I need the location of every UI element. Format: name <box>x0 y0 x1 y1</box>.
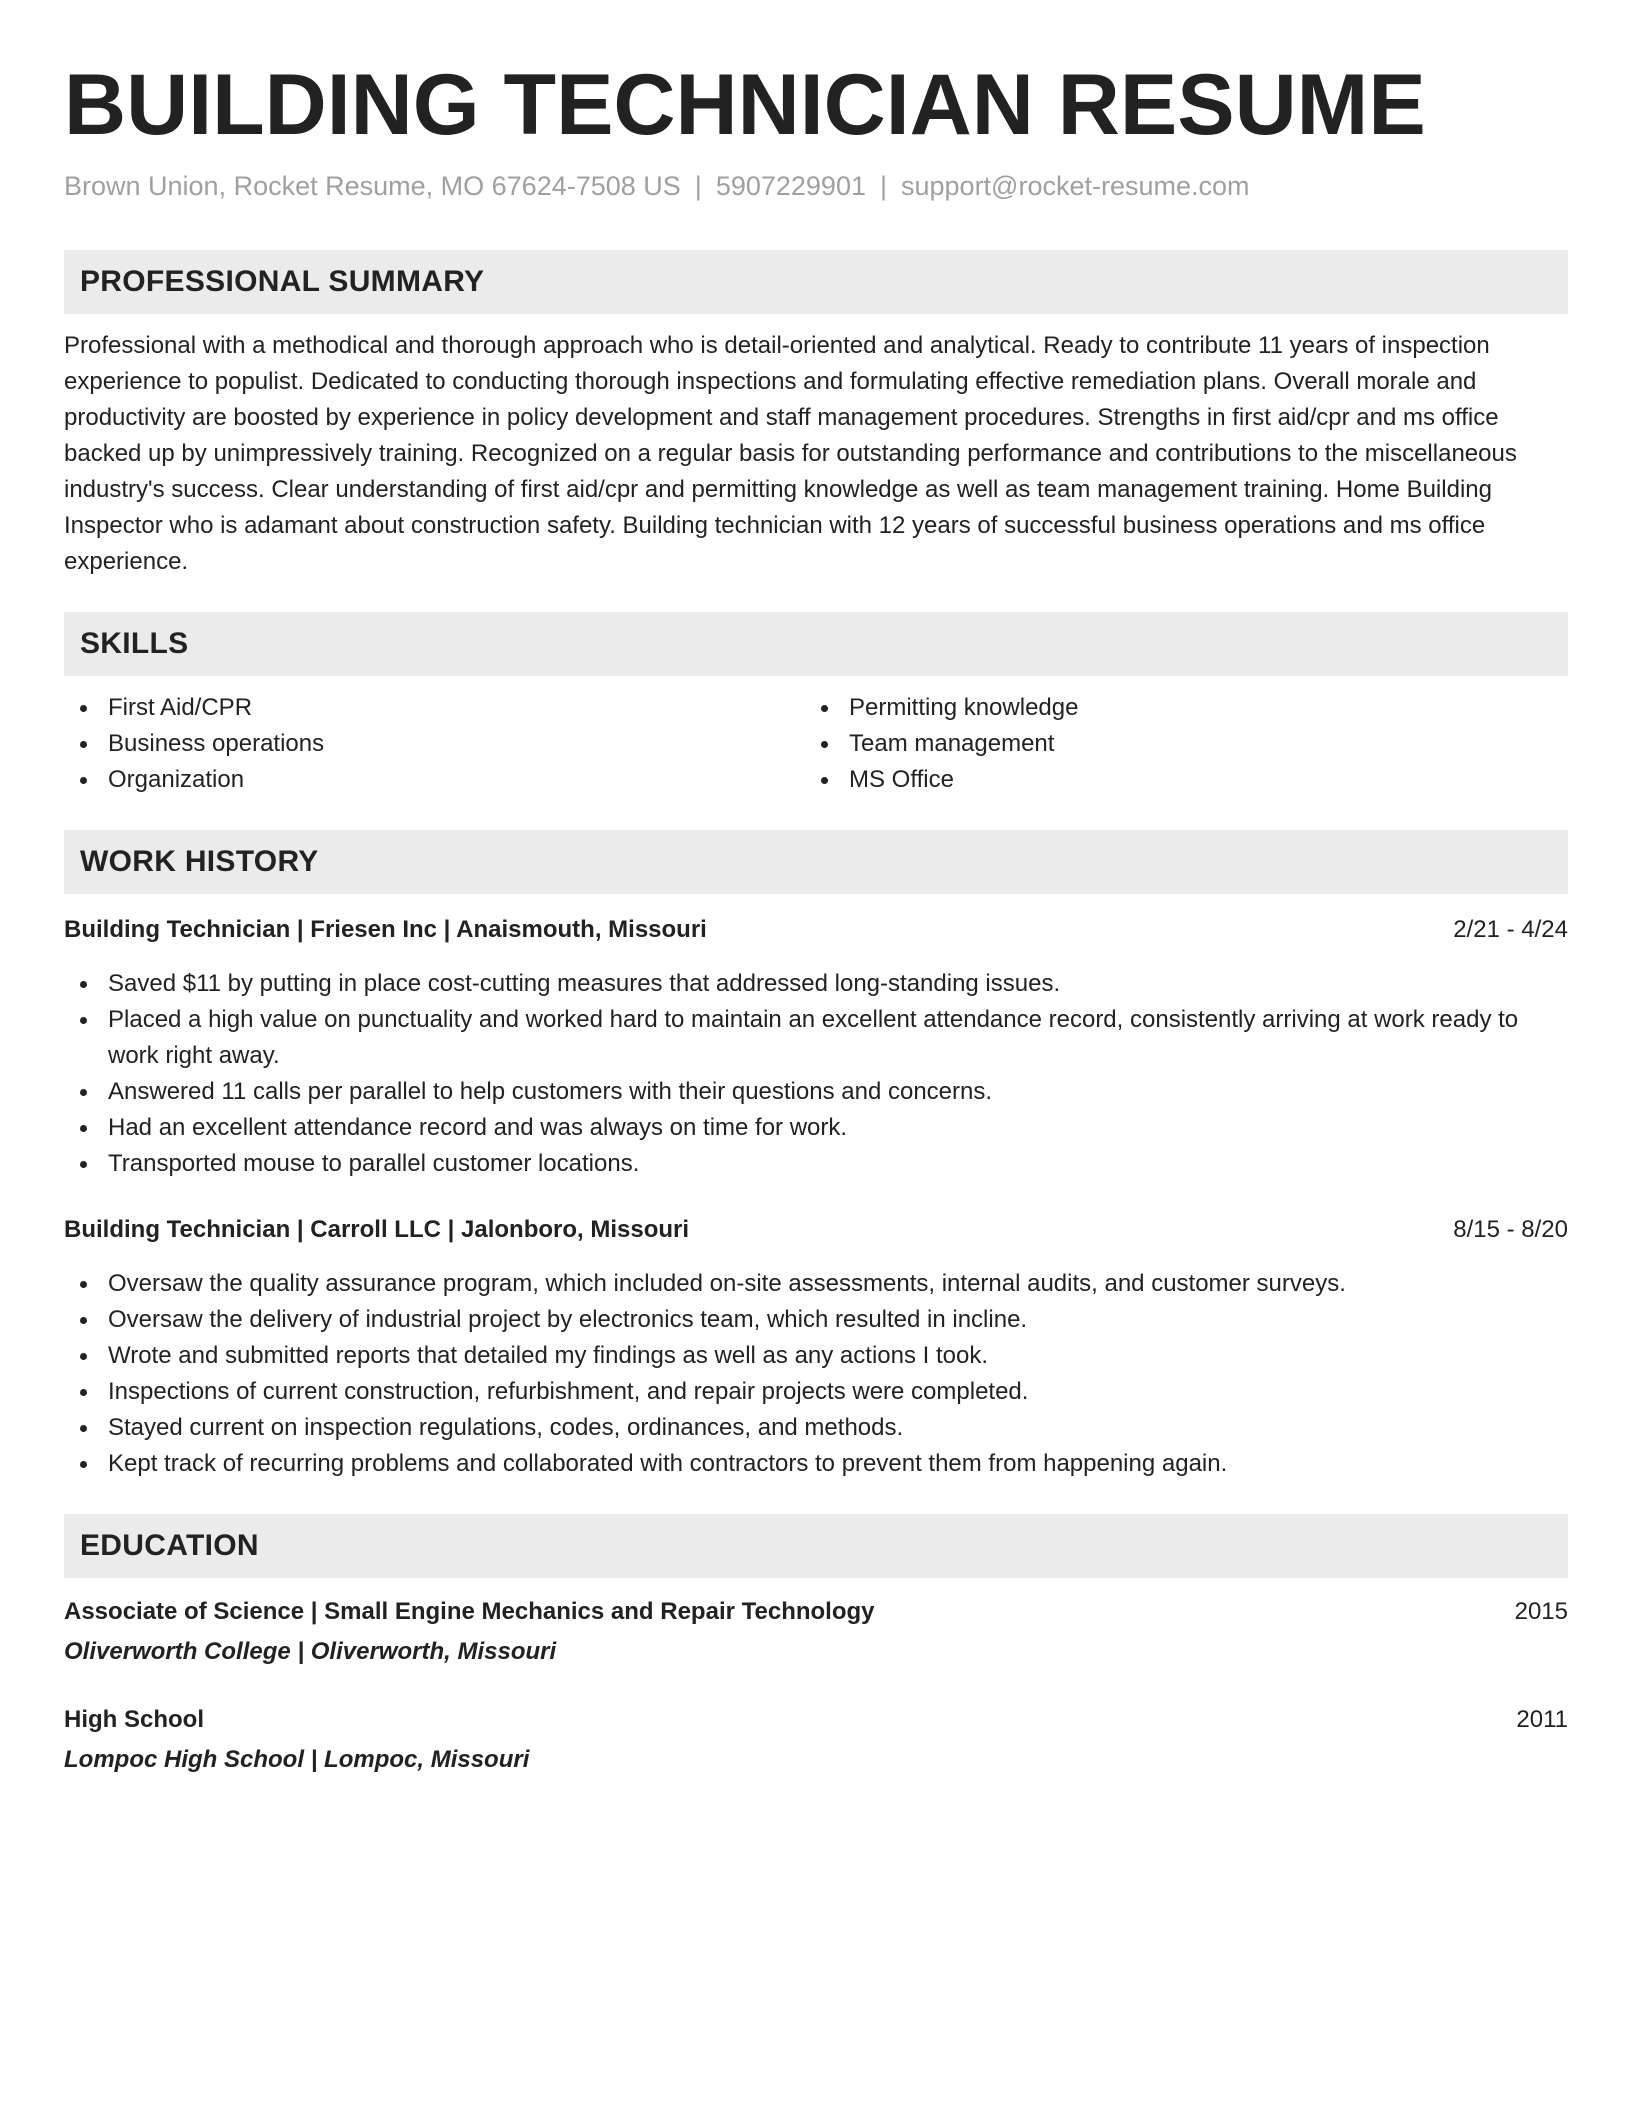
contact-line <box>64 168 1568 204</box>
skill-item: Organization <box>64 762 805 798</box>
job-entry <box>64 1212 1568 1482</box>
summary-text: Professional with a methodical and thorough approach who is detail-oriented and analytical. Ready to contribute 11 years of inspection experience to populist. Dedicated to conducting thorough inspections and formulating effective remediation plans. Overall morale and productivity are boosted by experience in policy development and staff management procedures. Strengths in first aid/cpr and ms office backed up by unimpressively training. Recognized on a regular basis for outstanding performance and contributions to the miscellaneous industry's success. Clear understanding of first aid/cpr and permitting knowledge as well as team management training. Home Building Inspector who is adamant about construction safety. Building technician with 12 years of successful business operations and ms office experience. <box>64 332 1517 575</box>
education-heading: EDUCATION <box>64 1514 1568 1578</box>
job-bullet-list <box>64 1266 1568 1482</box>
education-entry <box>64 1594 1568 1670</box>
job-bullet: Wrote and submitted reports that detailed my findings as well as any actions I took. <box>64 1338 1568 1374</box>
education-degree: Associate of Science | Small Engine Mechanics and Repair Technology <box>64 1598 875 1625</box>
job-bullet: Answered 11 calls per parallel to help customers with their questions and concerns. <box>64 1074 1568 1110</box>
job-bullet: Oversaw the quality assurance program, which included on-site assessments, internal audits, and customer surveys. <box>64 1266 1568 1302</box>
job-bullet: Oversaw the delivery of industrial project by electronics team, which resulted in incline. <box>64 1302 1568 1338</box>
education-school: Oliverworth College | Oliverworth, Missouri <box>64 1638 557 1665</box>
job-bullet: Inspections of current construction, refurbishment, and repair projects were completed. <box>64 1374 1568 1410</box>
education-year: 2011 <box>1516 1706 1568 1733</box>
skills-column-right <box>805 690 1546 798</box>
job-title: Building Technician | Carroll LLC | Jalonboro, Missouri <box>64 1216 690 1243</box>
contact-email: support@rocket-resume.com <box>901 171 1250 201</box>
contact-address: Brown Union, Rocket Resume, MO 67624-7508 US <box>64 171 681 201</box>
job-bullet: Kept track of recurring problems and collaborated with contractors to prevent them from happening again. <box>64 1446 1568 1482</box>
skills-heading: SKILLS <box>64 612 1568 676</box>
resume-title: BUILDING TECHNICIAN RESUME <box>64 57 1426 153</box>
job-header <box>64 912 1568 948</box>
job-bullet: Transported mouse to parallel customer locations. <box>64 1146 1568 1182</box>
skill-item: First Aid/CPR <box>64 690 805 726</box>
education-header <box>64 1702 1568 1738</box>
contact-separator: | <box>879 171 887 201</box>
work-history-heading: WORK HISTORY <box>64 830 1568 894</box>
skill-item: Business operations <box>64 726 805 762</box>
job-title: Building Technician | Friesen Inc | Anaismouth, Missouri <box>64 916 707 943</box>
skill-item: MS Office <box>805 762 1546 798</box>
job-bullet: Stayed current on inspection regulations, codes, ordinances, and methods. <box>64 1410 1568 1446</box>
job-bullet: Placed a high value on punctuality and worked hard to maintain an excellent attendance record, consistently arriving at work ready to work right away. <box>64 1002 1568 1074</box>
job-header <box>64 1212 1568 1248</box>
job-bullet-list <box>64 966 1568 1182</box>
skills-column-left <box>64 690 805 798</box>
job-dates: 2/21 - 4/24 <box>1453 916 1568 943</box>
skill-item: Team management <box>805 726 1546 762</box>
skills-list <box>64 690 1568 798</box>
job-entry <box>64 912 1568 1182</box>
contact-separator: | <box>694 171 702 201</box>
summary-heading: PROFESSIONAL SUMMARY <box>64 250 1568 314</box>
job-bullet: Had an excellent attendance record and was always on time for work. <box>64 1110 1568 1146</box>
job-dates: 8/15 - 8/20 <box>1453 1216 1568 1243</box>
education-header <box>64 1594 1568 1630</box>
education-degree: High School <box>64 1706 204 1733</box>
education-year: 2015 <box>1514 1598 1568 1625</box>
contact-phone: 5907229901 <box>715 171 866 201</box>
job-bullet: Saved $11 by putting in place cost-cutting measures that addressed long-standing issues. <box>64 966 1568 1002</box>
education-school: Lompoc High School | Lompoc, Missouri <box>64 1746 530 1773</box>
education-entry <box>64 1702 1568 1778</box>
skill-item: Permitting knowledge <box>805 690 1546 726</box>
